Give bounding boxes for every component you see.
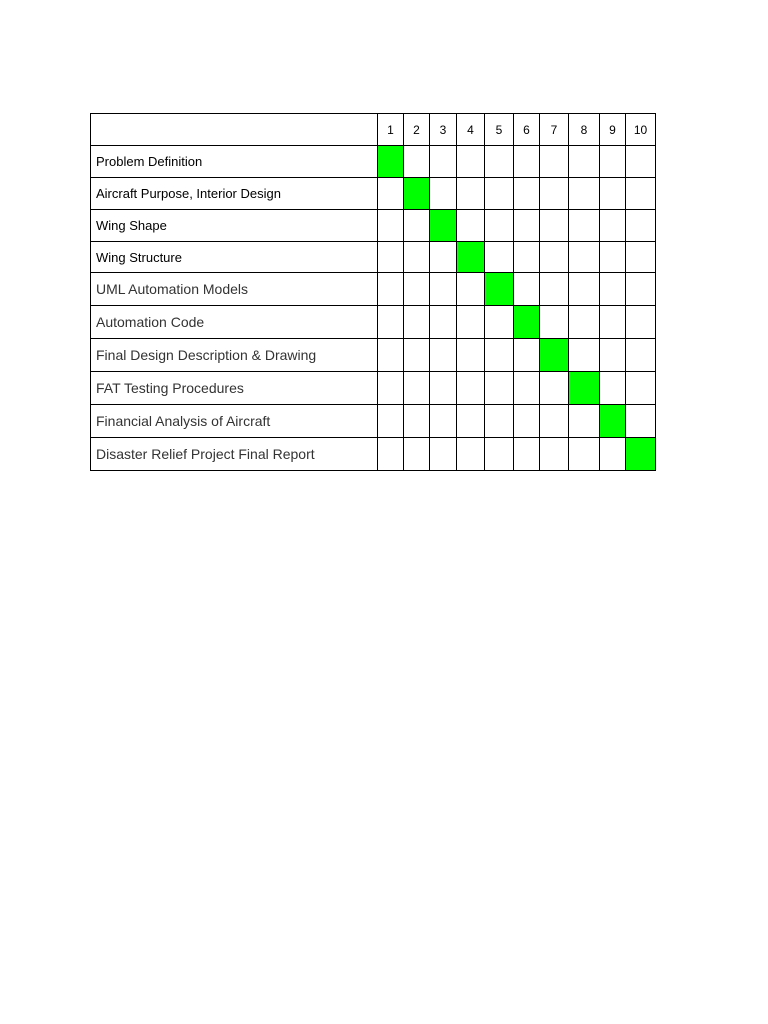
task-label: Final Design Description & Drawing [91,339,378,372]
active-week-cell [404,178,430,210]
week-cell [540,210,569,242]
task-row [91,178,656,210]
week-cell [514,242,540,273]
week-cell [600,146,626,178]
week-cell [378,438,404,471]
week-cell [457,339,485,372]
week-cell [600,210,626,242]
week-cell [540,178,569,210]
week-header: 4 [457,114,485,146]
schedule-table [90,113,656,471]
week-cell [378,178,404,210]
active-week-cell [600,405,626,438]
week-cell [457,438,485,471]
task-row [91,210,656,242]
week-cell [600,372,626,405]
task-label: Automation Code [91,306,378,339]
week-header: 10 [626,114,656,146]
week-cell [514,273,540,306]
week-cell [626,210,656,242]
task-label: Wing Shape [91,210,378,242]
task-row [91,339,656,372]
week-cell [540,273,569,306]
week-cell [485,146,514,178]
header-row [91,114,656,146]
week-cell [430,438,457,471]
task-row [91,372,656,405]
week-cell [430,273,457,306]
week-cell [378,306,404,339]
week-cell [457,210,485,242]
week-header: 2 [404,114,430,146]
week-cell [626,146,656,178]
week-cell [540,306,569,339]
week-cell [485,210,514,242]
active-week-cell [485,273,514,306]
week-cell [378,273,404,306]
active-week-cell [540,339,569,372]
week-cell [485,438,514,471]
week-cell [378,242,404,273]
week-header: 5 [485,114,514,146]
week-cell [569,178,600,210]
week-cell [600,438,626,471]
week-cell [569,339,600,372]
week-cell [457,306,485,339]
active-week-cell [378,146,404,178]
week-cell [569,146,600,178]
task-row [91,146,656,178]
week-header: 8 [569,114,600,146]
week-header: 9 [600,114,626,146]
week-cell [600,273,626,306]
week-cell [626,306,656,339]
week-cell [457,178,485,210]
week-cell [626,178,656,210]
week-cell [430,146,457,178]
week-cell [540,146,569,178]
week-cell [378,372,404,405]
task-row [91,306,656,339]
week-cell [430,306,457,339]
week-cell [626,242,656,273]
week-cell [600,178,626,210]
task-label: FAT Testing Procedures [91,372,378,405]
week-cell [404,273,430,306]
week-cell [404,372,430,405]
week-cell [378,405,404,438]
week-cell [430,178,457,210]
week-header: 1 [378,114,404,146]
week-cell [485,178,514,210]
week-cell [485,339,514,372]
active-week-cell [569,372,600,405]
task-row [91,438,656,471]
week-cell [378,210,404,242]
week-cell [514,438,540,471]
task-label: Disaster Relief Project Final Report [91,438,378,471]
week-cell [457,273,485,306]
week-cell [600,339,626,372]
week-cell [540,242,569,273]
week-cell [514,339,540,372]
week-cell [569,210,600,242]
week-cell [540,438,569,471]
week-cell [514,146,540,178]
week-cell [514,372,540,405]
week-cell [600,242,626,273]
week-cell [430,372,457,405]
week-cell [457,405,485,438]
week-cell [404,306,430,339]
task-row [91,242,656,273]
task-label: Wing Structure [91,242,378,273]
task-row [91,405,656,438]
active-week-cell [626,438,656,471]
week-cell [430,339,457,372]
week-cell [485,242,514,273]
week-cell [514,405,540,438]
corner-cell [91,114,378,146]
week-cell [457,146,485,178]
week-cell [569,438,600,471]
active-week-cell [514,306,540,339]
week-cell [378,339,404,372]
week-header: 6 [514,114,540,146]
week-cell [430,405,457,438]
active-week-cell [457,242,485,273]
week-cell [404,146,430,178]
week-cell [404,438,430,471]
week-cell [404,210,430,242]
week-cell [569,273,600,306]
week-cell [569,242,600,273]
week-cell [626,405,656,438]
week-cell [514,178,540,210]
week-cell [569,405,600,438]
week-cell [404,405,430,438]
task-label: Aircraft Purpose, Interior Design [91,178,378,210]
task-label: Financial Analysis of Aircraft [91,405,378,438]
week-cell [485,405,514,438]
week-cell [430,242,457,273]
week-cell [569,306,600,339]
week-cell [404,339,430,372]
week-cell [404,242,430,273]
week-header: 3 [430,114,457,146]
task-row [91,273,656,306]
week-cell [457,372,485,405]
week-cell [485,306,514,339]
week-header: 7 [540,114,569,146]
week-cell [540,372,569,405]
week-cell [485,372,514,405]
week-cell [626,339,656,372]
active-week-cell [430,210,457,242]
week-cell [626,372,656,405]
week-cell [626,273,656,306]
task-label: UML Automation Models [91,273,378,306]
week-cell [540,405,569,438]
week-cell [514,210,540,242]
task-label: Problem Definition [91,146,378,178]
week-cell [600,306,626,339]
